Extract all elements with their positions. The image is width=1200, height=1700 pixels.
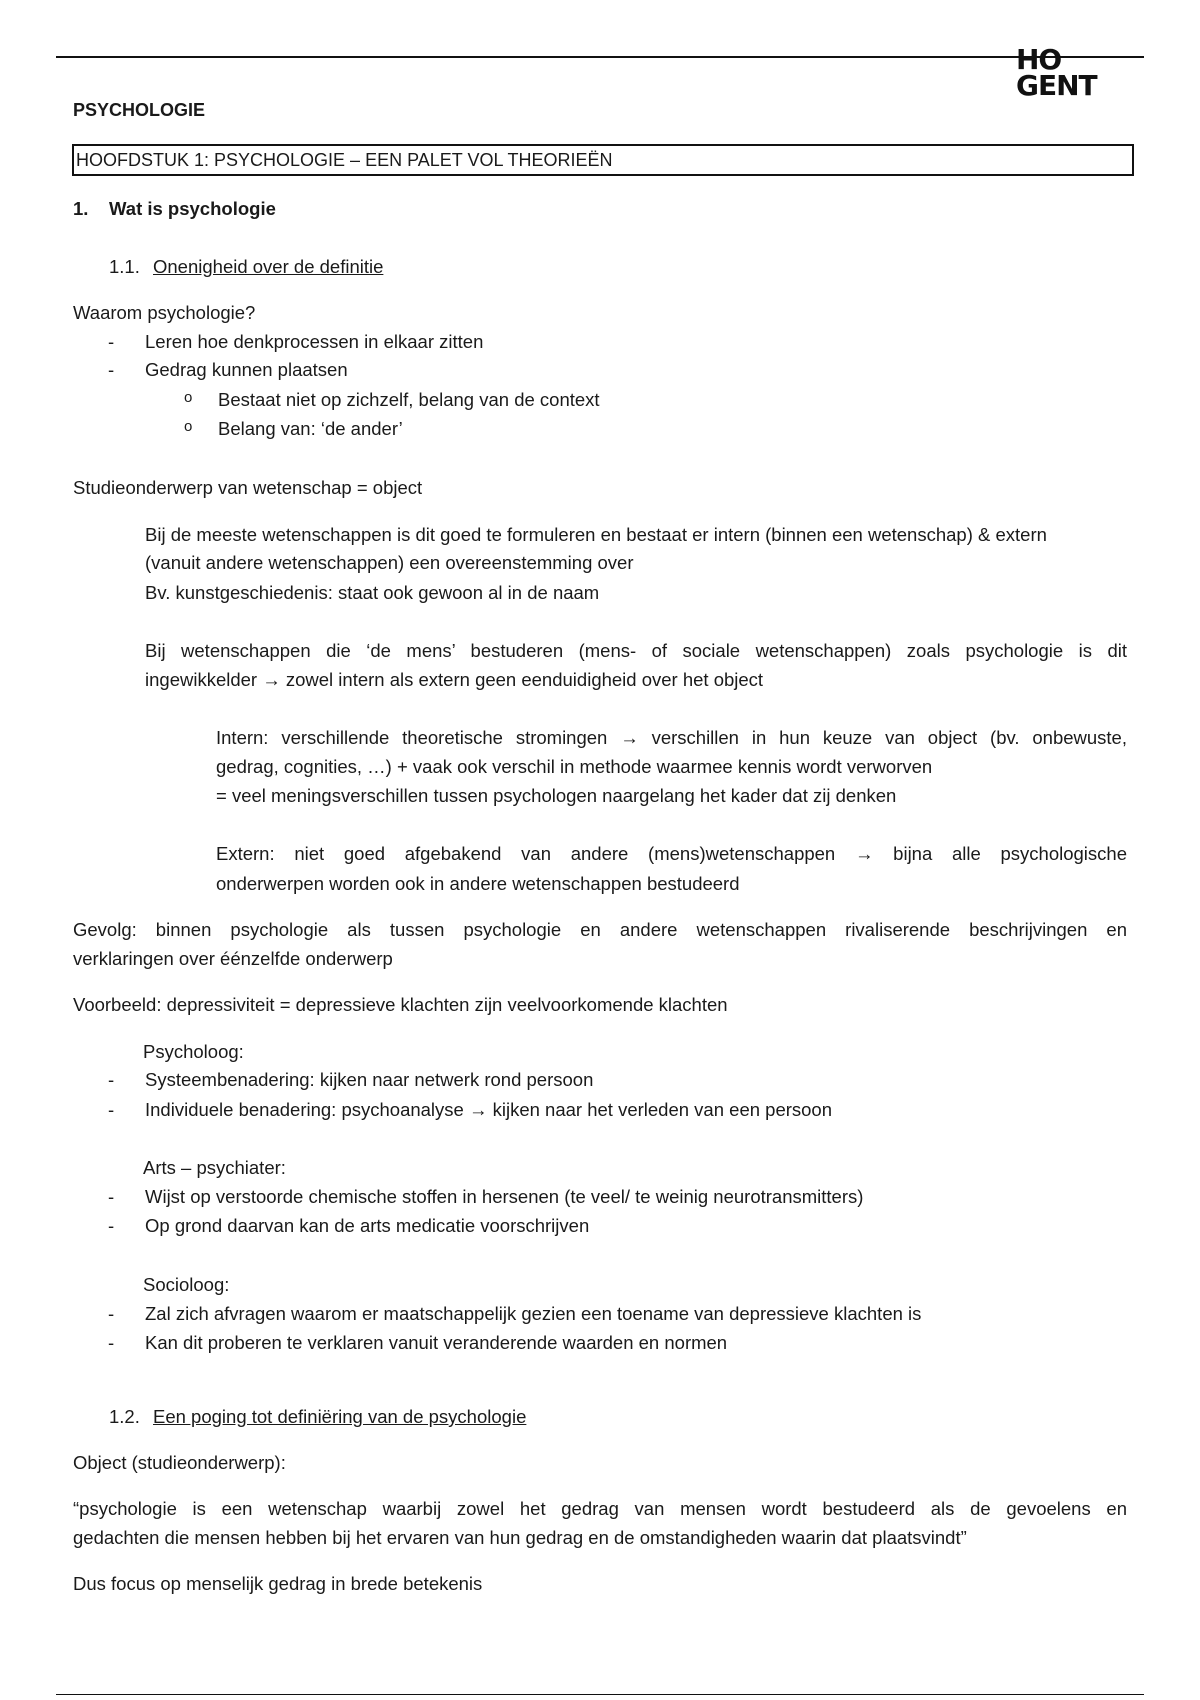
list-item: Systeembenadering: kijken naar netwerk rond persoon [145,1069,594,1090]
list-item: Wijst op verstoorde chemische stoffen in hersenen (te veel/ te weinig neurotransmitters) [145,1186,864,1207]
paragraph-line: Bij wetenschappen die ‘de mens’ bestuderen (mens- of sociale wetenschappen) zoals psychologie is dit [145,640,1127,661]
paragraph-line: Intern: verschillende theoretische stromingen → verschillen in hun keuze van object (bv. onbewuste, [216,727,1127,748]
list-item: Zal zich afvragen waarom er maatschappelijk gezien een toename van depressieve klachten is [145,1303,922,1324]
definition-quote-line: “psychologie is een wetenschap waarbij zowel het gedrag van mensen wordt bestudeerd als de gevoelens en [73,1498,1127,1519]
list-item: Kan dit proberen te verklaren vanuit veranderende waarden en normen [145,1332,728,1353]
paragraph-line: Gevolg: binnen psychologie als tussen psychologie en andere wetenschappen rivaliserende beschrijvingen en [73,919,1127,940]
logo-line-1: HO [1016,43,1062,76]
bullet-dash: - [108,1332,115,1353]
bullet-dash: - [108,1303,115,1324]
logo-line-2: GENT [1016,69,1097,102]
list-item: Bestaat niet op zichzelf, belang van de context [218,389,600,410]
paragraph-line: onderwerpen worden ook in andere wetenschappen bestudeerd [216,873,740,894]
paragraph-line: Bv. kunstgeschiedenis: staat ook gewoon al in de naam [145,582,600,603]
list-item: Gedrag kunnen plaatsen [145,359,348,380]
bullet-dash: - [108,331,115,352]
why-heading: Waarom psychologie? [73,302,256,323]
section-1-2-title: Een poging tot definiëring van de psychologie [153,1406,527,1427]
section-1-title: Wat is psychologie [109,198,276,219]
paragraph-line: verklaringen over éénzelfde onderwerp [73,948,393,969]
document-title: PSYCHOLOGIE [73,100,206,120]
list-item: Belang van: ‘de ander’ [218,418,403,439]
arts-heading: Arts – psychiater: [143,1157,286,1178]
section-1-2-number: 1.2. [109,1406,140,1427]
bullet-dash: - [108,1099,115,1120]
paragraph-line: Extern: niet goed afgebakend van andere (mens)wetenschappen → bijna alle psychologische [216,843,1127,864]
bottom-rule [56,1694,1144,1695]
bullet-dash: - [108,1215,115,1236]
section-1-1-title: Onenigheid over de definitie [153,256,384,277]
paragraph-line: = veel meningsverschillen tussen psychologen naargelang het kader dat zij denken [216,785,897,806]
section-1-1-number: 1.1. [109,256,140,277]
object-heading: Object (studieonderwerp): [73,1452,286,1473]
bullet-dash: - [108,359,115,380]
paragraph-line: gedrag, cognities, …) + vaak ook verschil in methode waarmee kennis wordt verworven [216,756,933,777]
definition-quote-line: gedachten die mensen hebben bij het ervaren van hun gedrag en de omstandigheden waarin dat plaatsvindt” [73,1527,967,1548]
bullet-dash: - [108,1186,115,1207]
bullet-circle: o [184,418,193,435]
chapter-title-box [72,144,1134,176]
paragraph-line: Bij de meeste wetenschappen is dit goed te formuleren en bestaat er intern (binnen een wetenschap) & extern [145,524,1047,545]
list-item: Individuele benadering: psychoanalyse → kijken naar het verleden van een persoon [145,1099,833,1120]
paragraph-line: (vanuit andere wetenschappen) een overeenstemming over [145,552,634,573]
hogent-logo [1016,43,1097,102]
bullet-circle: o [184,389,193,406]
list-item: Op grond daarvan kan de arts medicatie voorschrijven [145,1215,590,1236]
psycholoog-heading: Psycholoog: [143,1041,244,1062]
example-line: Voorbeeld: depressiviteit = depressieve klachten zijn veelvoorkomende klachten [73,994,728,1015]
object-line: Studieonderwerp van wetenschap = object [73,477,423,498]
list-item: Leren hoe denkprocessen in elkaar zitten [145,331,484,352]
bullet-dash: - [108,1069,115,1090]
socioloog-heading: Socioloog: [143,1274,230,1295]
top-rule [56,56,1144,58]
section-1-number: 1. [73,198,89,219]
chapter-title: HOOFDSTUK 1: PSYCHOLOGIE – EEN PALET VOL THEORIEËN [76,150,613,170]
focus-line: Dus focus op menselijk gedrag in brede betekenis [73,1573,483,1594]
paragraph-line: ingewikkelder → zowel intern als extern geen eenduidigheid over het object [145,669,764,690]
